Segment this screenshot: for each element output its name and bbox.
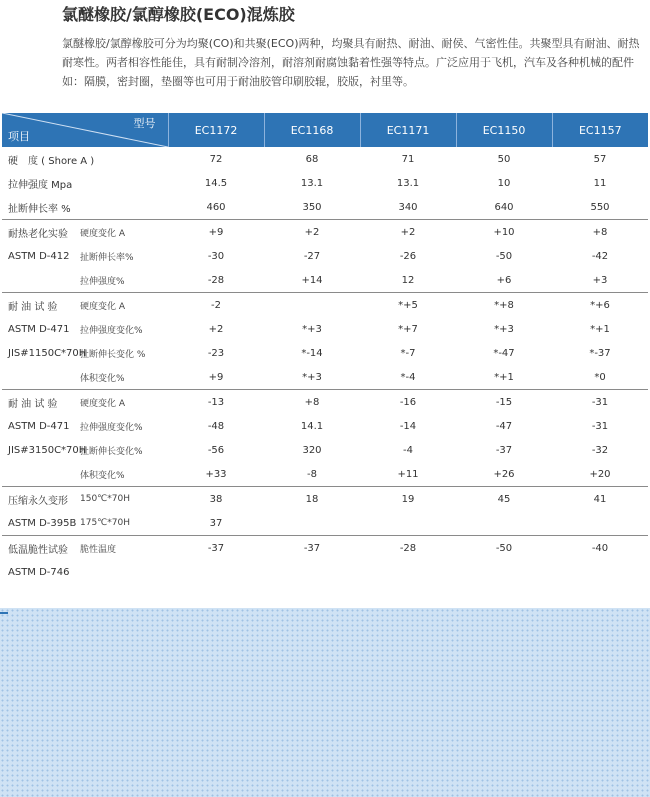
value-cell: 14.1 [300,420,324,432]
value-cell [168,560,264,584]
row-label: ASTM D-471 [8,323,70,335]
value-cell: -42 [591,250,609,262]
value-cell: *+6 [552,293,648,318]
value-cell: 11 [593,177,607,189]
value-cell: 350 [302,201,322,213]
value-cell: +2 [264,220,360,245]
value-cell: +26 [493,468,515,480]
table-row [2,268,648,293]
value-cell: +6 [496,274,512,286]
table-row [2,220,648,245]
row-sublabel: 175℃*70H [80,518,131,528]
value-cell: -15 [456,390,552,415]
row-label: ASTM D-412 [8,250,70,262]
table-header-row [2,113,648,147]
value-cell: *-7 [400,347,416,359]
value-cell: 68 [305,153,319,165]
value-cell: 13.1 [300,177,324,189]
table-row [2,341,648,365]
table-row [2,414,648,438]
value-cell: -8 [307,468,317,480]
properties-table [2,113,648,584]
value-cell: +9 [208,371,224,383]
value-cell: *+8 [456,293,552,318]
row-label: JIS#1150C*70H [8,347,87,359]
row-label: ASTM D-471 [8,420,70,432]
row-label [2,365,78,390]
value-cell: -16 [360,390,456,415]
table-row [2,317,648,341]
row-label: 低温脆性试验 [2,536,78,561]
table-row [2,147,648,171]
value-cell: -37 [264,536,360,561]
value-cell: 12 [401,274,415,286]
table-row [2,293,648,318]
value-cell: -13 [168,390,264,415]
row-sublabel: 体积变化% [80,470,125,481]
table-row [2,511,648,536]
row-label: 耐 油 试 验 [2,390,78,415]
value-cell: -40 [552,536,648,561]
row-sublabel: 硬度变化 A [78,220,168,245]
value-cell: *-47 [493,347,515,359]
value-cell: -47 [495,420,513,432]
value-cell: 320 [302,444,322,456]
value-cell: 340 [398,201,418,213]
value-cell: 45 [456,487,552,512]
row-sublabel: 体积变化% [80,373,125,384]
model-header: EC1168 [264,113,360,147]
table-row [2,462,648,487]
value-cell: -28 [207,274,225,286]
row-label: 扯断伸长率 % [8,203,71,215]
value-cell: 550 [590,201,610,213]
row-sublabel: 扯断伸长变化% [80,446,143,457]
accent-mark [0,612,8,614]
value-cell: -50 [495,250,513,262]
row-label: 拉伸强度 Mpa [8,179,73,191]
value-cell: +11 [397,468,419,480]
value-cell: 14.5 [204,177,228,189]
row-sublabel: 拉伸强度变化% [80,422,143,433]
value-cell: +2 [360,220,456,245]
row-sublabel: 扯断伸长变化 % [80,349,146,360]
value-cell: +8 [264,390,360,415]
value-cell: -14 [399,420,417,432]
value-cell [456,560,552,584]
value-cell [552,560,648,584]
value-cell: *-4 [400,371,416,383]
value-cell [360,511,456,536]
page-title: 氯醚橡胶/氯醇橡胶(ECO)混炼胶 [62,5,295,24]
row-label [2,268,78,293]
header-item-label: 项目 [8,130,30,143]
table-row [2,244,648,268]
header-model-label: 型号 [133,117,156,130]
intro-paragraph: 氯醚橡胶/氯醇橡胶可分为均聚(CO)和共聚(ECO)两种，均聚具有耐热、耐油、耐侯、气密性佳。共聚型具有耐油、耐热耐寒性。两者相容性能佳，具有耐制冷溶剂，耐溶剂耐腐蚀黏着性强等特点。广泛应用于飞机，汽车及各种机械的配件如：隔膜，密封圈，垫圈等也可用于耐油胶管印刷胶辊，胶版，衬里等。 [62,37,640,88]
value-cell: *+1 [494,371,514,383]
row-label: 耐热老化实验 [2,220,78,245]
table-row [2,438,648,462]
table-row [2,560,648,584]
model-header: EC1171 [360,113,456,147]
value-cell [264,293,360,318]
value-cell: 41 [552,487,648,512]
row-label: ASTM D-395B [8,517,77,529]
value-cell: 37 [209,517,223,529]
value-cell: *+1 [590,323,610,335]
row-sublabel: 150℃*70H [78,487,168,512]
value-cell: -28 [360,536,456,561]
value-cell: +20 [589,468,611,480]
value-cell: 71 [401,153,415,165]
table-row [2,171,648,195]
table-row [2,536,648,561]
value-cell: -4 [403,444,413,456]
row-sublabel: 脆性温度 [78,536,168,561]
model-header: EC1150 [456,113,552,147]
value-cell: *+5 [360,293,456,318]
value-cell: -31 [591,420,609,432]
row-label [2,462,78,487]
value-cell: -56 [207,444,225,456]
table-row [2,390,648,415]
value-cell: +8 [552,220,648,245]
row-label: 耐 油 试 验 [2,293,78,318]
value-cell: -2 [168,293,264,318]
table-row [2,365,648,390]
value-cell: *+3 [302,323,322,335]
value-cell [360,560,456,584]
row-sublabel: 硬度变化 A [78,390,168,415]
value-cell: 38 [168,487,264,512]
row-sublabel: 扯断伸长率% [80,252,134,263]
value-cell: 50 [497,153,511,165]
value-cell: -48 [207,420,225,432]
model-header: EC1157 [552,113,648,147]
row-label: JIS#3150C*70H [8,444,87,456]
value-cell: *0 [594,371,606,383]
value-cell: +9 [168,220,264,245]
value-cell: +33 [205,468,227,480]
value-cell [264,511,360,536]
value-cell: 57 [593,153,607,165]
header-corner-cell [2,113,168,147]
value-cell [456,511,552,536]
value-cell: +3 [592,274,608,286]
value-cell: *-37 [589,347,611,359]
value-cell: 18 [264,487,360,512]
row-label: 硬 度 ( Shore A ) [8,155,95,167]
value-cell: 460 [206,201,226,213]
value-cell: *-14 [301,347,323,359]
value-cell: -50 [456,536,552,561]
table-row [2,195,648,220]
value-cell: *+3 [494,323,514,335]
value-cell: -30 [207,250,225,262]
value-cell: -32 [591,444,609,456]
value-cell: *+7 [398,323,418,335]
value-cell: 640 [494,201,514,213]
value-cell [264,560,360,584]
value-cell: +2 [208,323,224,335]
value-cell: *+3 [302,371,322,383]
value-cell: -31 [552,390,648,415]
value-cell: -26 [399,250,417,262]
table-row [2,487,648,512]
value-cell: 10 [497,177,511,189]
value-cell [552,511,648,536]
value-cell: -27 [303,250,321,262]
row-sublabel: 拉伸强度% [80,276,125,287]
value-cell: -37 [495,444,513,456]
value-cell: 19 [360,487,456,512]
value-cell: 13.1 [396,177,420,189]
value-cell: +10 [456,220,552,245]
row-sublabel: 拉伸强度变化% [80,325,143,336]
row-sublabel: 硬度变化 A [78,293,168,318]
value-cell: -37 [168,536,264,561]
row-label: ASTM D-746 [8,566,70,578]
value-cell: 72 [209,153,223,165]
model-header: EC1172 [168,113,264,147]
row-label: 压缩永久变形 [2,487,78,512]
value-cell: +14 [301,274,323,286]
dotted-background-band [0,608,650,797]
value-cell: -23 [207,347,225,359]
